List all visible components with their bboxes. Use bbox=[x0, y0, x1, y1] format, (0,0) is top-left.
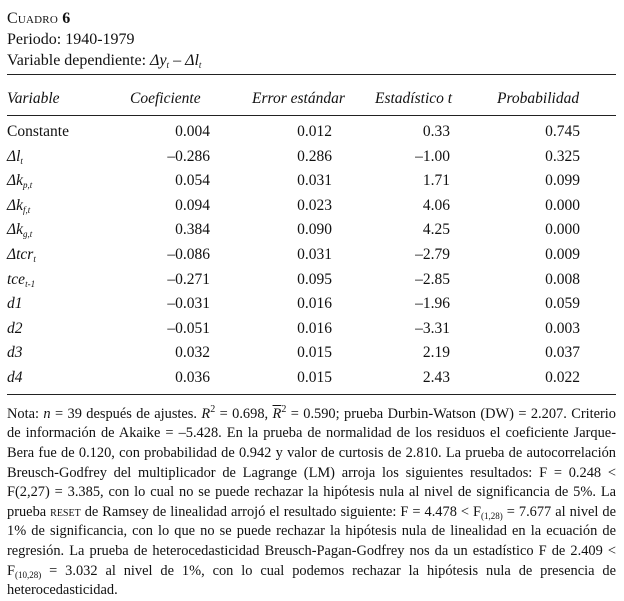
cell-error-estandar: 0.012 bbox=[297, 123, 332, 140]
cell-error-estandar: 0.095 bbox=[297, 270, 332, 288]
table-row bbox=[0, 368, 624, 392]
cell-estadistico-t: 2.43 bbox=[422, 369, 450, 386]
cell-variable bbox=[7, 196, 30, 216]
cell-estadistico-t: 1.71 bbox=[422, 172, 450, 190]
variable-name: Δk bbox=[7, 172, 23, 190]
cell-variable bbox=[7, 294, 23, 314]
cell-estadistico-t: 4.06 bbox=[422, 196, 450, 214]
cell-estadistico-t: 0.33 bbox=[422, 123, 450, 140]
variable-name: d2 bbox=[7, 319, 23, 337]
cell-error-estandar: 0.031 bbox=[297, 172, 332, 190]
cell-error-estandar: 0.023 bbox=[297, 196, 332, 214]
cell-coeficiente: –0.051 bbox=[167, 319, 210, 337]
table-row bbox=[0, 196, 624, 220]
table-row bbox=[0, 270, 624, 294]
cell-coeficiente: 0.004 bbox=[175, 123, 210, 140]
cell-error-estandar: 0.090 bbox=[297, 221, 332, 239]
note-reset: reset bbox=[50, 503, 81, 520]
cell-estadistico-t: –2.79 bbox=[415, 246, 450, 263]
cell-probabilidad: 0.325 bbox=[545, 147, 580, 165]
cell-variable bbox=[7, 343, 23, 363]
variable-name: d4 bbox=[7, 369, 23, 386]
table-row bbox=[0, 343, 624, 367]
cell-estadistico-t: 2.19 bbox=[422, 344, 450, 362]
cell-probabilidad: 0.037 bbox=[545, 344, 580, 362]
note-f1-sub: (1,28) bbox=[481, 510, 503, 521]
variable-name: Δtcr bbox=[7, 246, 34, 263]
variable-subscript: t bbox=[33, 254, 36, 264]
cell-probabilidad: 0.000 bbox=[545, 221, 580, 239]
dependent-prefix: Variable dependiente: bbox=[7, 52, 151, 69]
cell-error-estandar: 0.015 bbox=[297, 344, 332, 362]
cell-probabilidad: 0.099 bbox=[545, 172, 580, 190]
variable-name: d3 bbox=[7, 344, 23, 362]
note-n: n bbox=[43, 405, 51, 422]
table-note bbox=[7, 400, 616, 601]
cell-variable bbox=[7, 122, 69, 142]
table-row bbox=[0, 245, 624, 269]
header-rule bbox=[7, 115, 616, 116]
cell-probabilidad: 0.745 bbox=[545, 123, 580, 140]
cell-probabilidad: 0.022 bbox=[545, 369, 580, 386]
variable-name: Δk bbox=[7, 196, 23, 214]
cell-variable bbox=[7, 270, 35, 290]
note-rbar-exp: 2 bbox=[281, 404, 287, 415]
table-row bbox=[0, 171, 624, 195]
variable-name: tce bbox=[7, 270, 26, 288]
cell-coeficiente: –0.031 bbox=[167, 295, 210, 313]
cell-estadistico-t: 4.25 bbox=[422, 221, 450, 239]
note-r2-exp: 2 bbox=[210, 404, 216, 415]
header-coeficiente: Coeficiente bbox=[130, 90, 201, 107]
cell-variable bbox=[7, 368, 23, 388]
note-r2: R bbox=[201, 405, 211, 422]
cell-error-estandar: 0.016 bbox=[297, 319, 332, 337]
caption-period: Periodo: 1940-1979 bbox=[7, 31, 135, 48]
caption-number: 6 bbox=[62, 10, 71, 27]
variable-subscript: f,t bbox=[22, 204, 31, 215]
table-row bbox=[0, 294, 624, 318]
table-row bbox=[0, 122, 624, 146]
header-estadistico-t: Estadístico t bbox=[375, 90, 453, 107]
bottom-rule bbox=[7, 394, 616, 395]
dependent-sub-1: t bbox=[166, 60, 170, 70]
caption-dependent-variable bbox=[7, 51, 201, 71]
note-text: de Ramsey de linealidad arrojó el resultado siguiente: F = 4.478 < F bbox=[80, 503, 482, 520]
cell-coeficiente: 0.094 bbox=[175, 196, 210, 214]
variable-name: d1 bbox=[7, 295, 23, 313]
cell-probabilidad: 0.059 bbox=[545, 295, 580, 313]
variable-subscript: t-1 bbox=[25, 278, 36, 289]
cell-estadistico-t: –2.85 bbox=[415, 270, 450, 288]
note-text: = 7.677 al nivel de 1% de significancia, con lo que no se puede rechazar la hipótesis nula de linealidad en la ecuación de regresión. La prueba de heterocedasticidad Breusch-Pagan-Godfrey nos da un estadístico F de 2.409 < F bbox=[7, 503, 616, 579]
top-rule bbox=[7, 74, 616, 75]
header-error-estandar: Error estándar bbox=[252, 90, 345, 107]
dependent-formula: Δy bbox=[150, 52, 167, 69]
cell-coeficiente: 0.036 bbox=[175, 369, 210, 386]
header-probabilidad: Probabilidad bbox=[497, 90, 580, 107]
cell-coeficiente: 0.384 bbox=[175, 221, 210, 239]
cell-estadistico-t: –1.96 bbox=[415, 295, 450, 313]
cell-variable bbox=[7, 171, 32, 191]
cell-variable bbox=[7, 220, 32, 240]
variable-name: Δk bbox=[7, 221, 23, 239]
note-f2-sub: (10,28) bbox=[15, 569, 42, 580]
note-rbar: $\overline{R}$ bbox=[272, 405, 282, 422]
dependent-minus: – Δl bbox=[169, 52, 199, 69]
cell-probabilidad: 0.000 bbox=[545, 196, 580, 214]
caption-label: Cuadro bbox=[7, 10, 58, 27]
note-text: Nota: bbox=[7, 405, 44, 422]
cell-coeficiente: 0.054 bbox=[175, 172, 210, 190]
cell-variable bbox=[7, 245, 36, 265]
note-text: = 0.590; prueba Durbin-Watson (DW) = 2.207. Criterio de información de Akaike = –5.428. En la prueba de normalidad de los residuos el coeficiente Jarque-Bera fue de 0.120, con probabilidad de 0.942 y valor de curtosis de 2.810. La prueba de autocorrelación Breusch-Godfrey del multiplicador de Lagrange (LM) arroja los siguientes resultados: F = 0.248 < F(2,27) = 3.385, con lo cual no se puede rechazar la hipótesis nula al nivel de significancia de 5%. La prueba bbox=[7, 405, 616, 520]
cell-error-estandar: 0.015 bbox=[297, 369, 332, 386]
variable-name: Δl bbox=[7, 147, 21, 165]
variable-subscript: t bbox=[20, 155, 23, 166]
cell-error-estandar: 0.286 bbox=[297, 147, 332, 165]
variable-subscript: g,t bbox=[22, 229, 33, 240]
cell-error-estandar: 0.031 bbox=[297, 246, 332, 263]
cell-coeficiente: –0.286 bbox=[167, 147, 210, 165]
note-text: = 3.032 al nivel de 1%, con lo cual podemos rechazar la hipótesis nula de presencia de heterocedasticidad. bbox=[7, 562, 616, 599]
variable-name: Constante bbox=[7, 123, 69, 140]
cell-probabilidad: 0.003 bbox=[545, 319, 580, 337]
header-variable: Variable bbox=[7, 90, 60, 107]
cell-probabilidad: 0.008 bbox=[545, 270, 580, 288]
cell-estadistico-t: –3.31 bbox=[415, 319, 450, 337]
table-row bbox=[0, 319, 624, 343]
cell-variable bbox=[7, 147, 23, 167]
table-row bbox=[0, 220, 624, 244]
note-text: = 0.698, bbox=[215, 405, 273, 422]
table-caption bbox=[7, 9, 70, 29]
cell-coeficiente: –0.271 bbox=[167, 270, 210, 288]
table-row bbox=[0, 147, 624, 171]
note-text: = 39 después de ajustes. bbox=[50, 405, 202, 422]
variable-subscript: p,t bbox=[22, 180, 33, 191]
cell-variable bbox=[7, 319, 23, 339]
dependent-sub-2: t bbox=[198, 60, 202, 70]
cell-error-estandar: 0.016 bbox=[297, 295, 332, 313]
cell-estadistico-t: –1.00 bbox=[415, 147, 450, 165]
cell-coeficiente: 0.032 bbox=[175, 344, 210, 362]
cell-probabilidad: 0.009 bbox=[545, 246, 580, 263]
cell-coeficiente: –0.086 bbox=[167, 246, 210, 263]
